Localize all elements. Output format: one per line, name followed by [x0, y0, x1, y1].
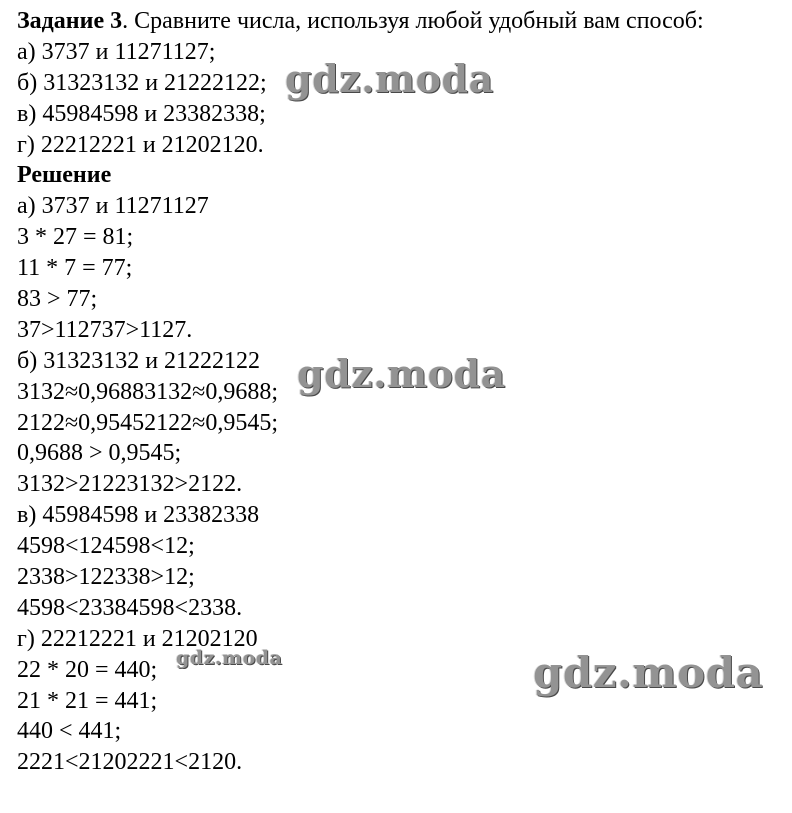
task-title-text: . Сравните числа, используя любой удобный вам способ: [122, 8, 704, 34]
task-item-g: г) 22212221 и 21202120. [17, 131, 264, 158]
watermark: gdz.moda [297, 351, 506, 396]
task-item-v: в) 45984598 и 23382338; [17, 100, 266, 127]
task-item-a: а) 3737 и 11271127; [17, 38, 216, 65]
solution-line: 3132≈0,96883132≈0,9688; [17, 378, 279, 405]
solution-line: г) 22212221 и 21202120 [17, 625, 258, 652]
solution-line: 37>112737>1127. [17, 316, 193, 343]
solution-line: 22 * 20 = 440; [17, 656, 158, 683]
solution-line: 440 < 441; [17, 718, 122, 745]
watermark: gdz.moda [176, 647, 283, 669]
solution-line: в) 45984598 и 23382338 [17, 502, 260, 529]
solution-line: 11 * 7 = 77; [17, 255, 133, 282]
task-item-b: б) 31323132 и 21222122; [17, 69, 267, 96]
solution-line: а) 3737 и 11271127 [17, 193, 209, 220]
solution-line: б) 31323132 и 21222122 [17, 347, 261, 374]
solution-line: 2338>122338>12; [17, 564, 195, 591]
solution-line: 21 * 21 = 441; [17, 687, 158, 714]
solution-line: 2221<21202221<2120. [17, 749, 243, 776]
solution-line: 4598<124598<12; [17, 533, 195, 560]
watermark: gdz.moda [285, 56, 494, 101]
solution-line: 0,9688 > 0,9545; [17, 440, 182, 467]
solution-heading: Решение [17, 162, 112, 189]
solution-line: 4598<23384598<2338. [17, 594, 243, 621]
task-title-bold: Задание 3 [17, 8, 123, 34]
watermark: gdz.moda [533, 648, 764, 697]
solution-line: 83 > 77; [17, 286, 98, 313]
task-title [17, 6, 787, 37]
solution-line: 2122≈0,95452122≈0,9545; [17, 409, 279, 436]
solution-line: 3132>21223132>2122. [17, 471, 243, 498]
solution-line: 3 * 27 = 81; [17, 224, 134, 251]
